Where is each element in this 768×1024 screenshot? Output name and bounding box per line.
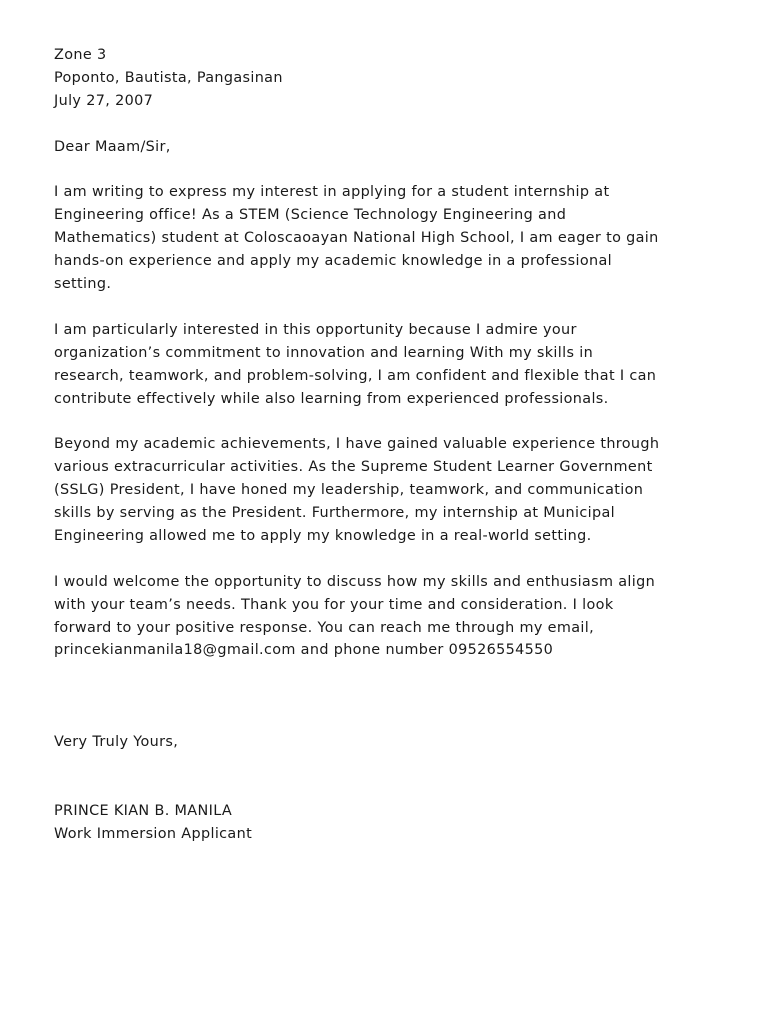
- paragraph-1: [54, 181, 724, 296]
- paragraph-line: skills by serving as the President. Furthermore, my internship at Municipal: [54, 505, 615, 522]
- paragraph-line: with your team’s needs. Thank you for your time and consideration. I look: [54, 596, 614, 613]
- signer-title: Work Immersion Applicant: [54, 825, 253, 842]
- paragraph-line: I am writing to express my interest in applying for a student internship at: [54, 184, 610, 201]
- signature-block: [54, 800, 724, 846]
- paragraph-line: contribute effectively while also learning from experienced professionals.: [54, 390, 609, 407]
- paragraph-3: [54, 433, 724, 548]
- salutation: Dear Maam/Sir,: [54, 138, 171, 155]
- paragraph-line: organization’s commitment to innovation and learning With my skills in: [54, 344, 594, 361]
- letter-date: July 27, 2007: [54, 92, 154, 109]
- signer-name: PRINCE KIAN B. MANILA: [54, 802, 233, 819]
- paragraph-line: I would welcome the opportunity to discuss how my skills and enthusiasm align: [54, 573, 656, 590]
- paragraph-line: research, teamwork, and problem-solving, I am confident and flexible that I can: [54, 367, 657, 384]
- paragraph-line: Beyond my academic achievements, I have gained valuable experience through: [54, 436, 660, 453]
- paragraph-line: I am particularly interested in this opportunity because I admire your: [54, 321, 577, 338]
- paragraph-line: forward to your positive response. You can reach me through my email,: [54, 619, 594, 636]
- closing: Very Truly Yours,: [54, 734, 179, 751]
- paragraph-line: Engineering office! As a STEM (Science Technology Engineering and: [54, 207, 567, 224]
- paragraph-line: hands-on experience and apply my academic knowledge in a professional: [54, 253, 612, 270]
- paragraph-line: Mathematics) student at Coloscaoayan National High School, I am eager to gain: [54, 230, 659, 247]
- paragraph-4: [54, 571, 724, 663]
- address-line-1: Zone 3: [54, 47, 107, 63]
- paragraph-line: Engineering allowed me to apply my knowledge in a real-world setting.: [54, 527, 592, 544]
- paragraph-line: princekianmanila18@gmail.com and phone number 09526554550: [54, 642, 554, 659]
- letter: [54, 44, 724, 846]
- address-line-2: Poponto, Bautista, Pangasinan: [54, 69, 283, 86]
- paragraph-line: (SSLG) President, I have honed my leadership, teamwork, and communication: [54, 482, 644, 499]
- paragraph-2: [54, 319, 724, 411]
- sender-address: [54, 44, 724, 113]
- paragraph-line: setting.: [54, 276, 112, 293]
- paragraph-line: various extracurricular activities. As the Supreme Student Learner Government: [54, 459, 653, 476]
